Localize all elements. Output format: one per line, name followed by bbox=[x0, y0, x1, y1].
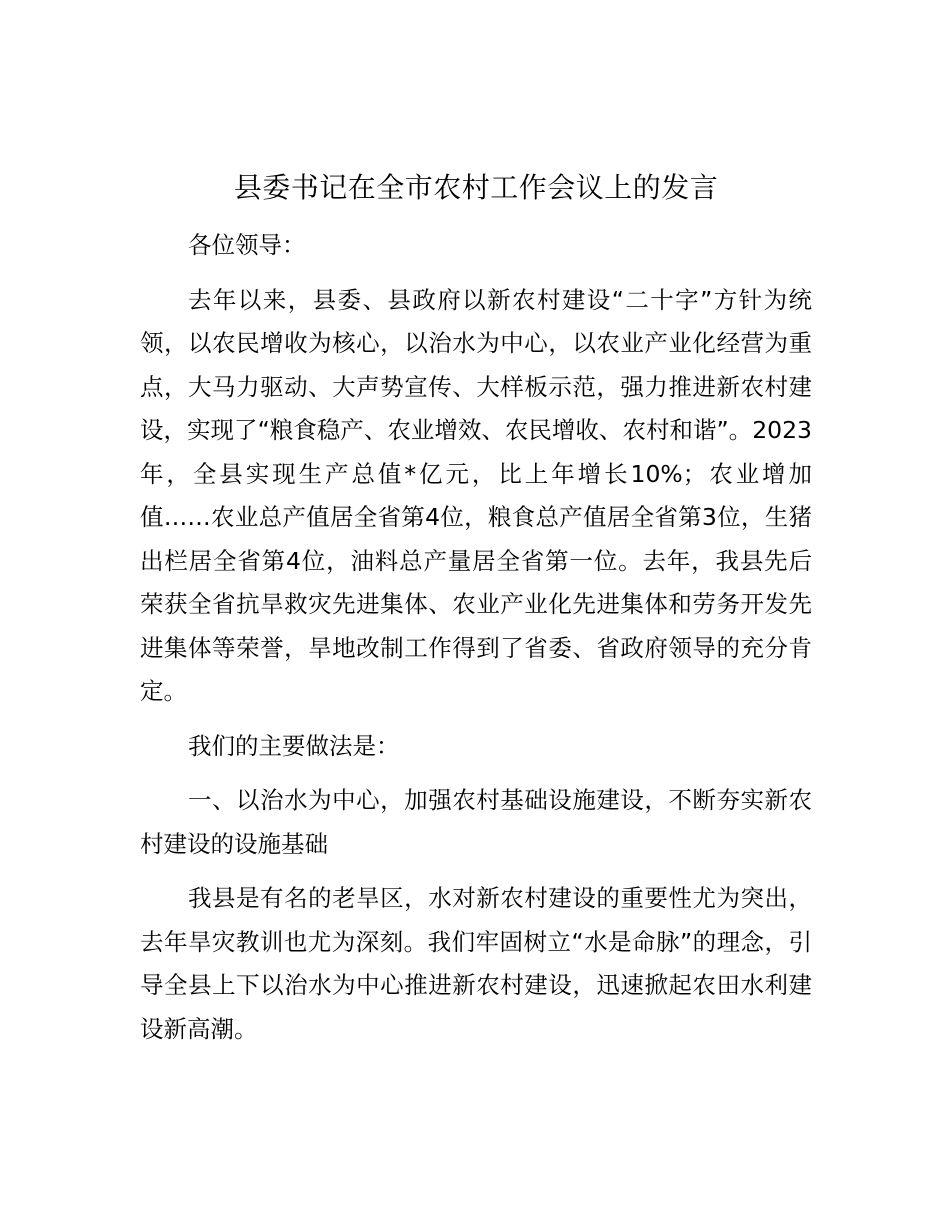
body-paragraph-intro-methods: 我们的主要做法是： bbox=[188, 731, 400, 760]
section-heading-1: 一、以治水为中心，加强农村基础设施建设，不断夯实新农村建设的设施基础 bbox=[140, 786, 812, 858]
body-paragraph-water: 我县是有名的老旱区，水对新农村建设的重要性尤为突出，去年旱灾教训也尤为深刻。我们牢固树立“水是命脉”的理念，引导全县上下以治水为中心推进新农村建设，迅速掀起农田水利建设新高潮。 bbox=[140, 884, 812, 1043]
document-body bbox=[140, 168, 812, 1051]
salutation-paragraph: 各位领导： bbox=[188, 231, 306, 259]
body-paragraph-achievements: 去年以来，县委、县政府以新农村建设“二十字”方针为统领，以农民增收为核心，以治水为中心，以农业产业化经营为重点，大马力驱动、大声势宣传、大样板示范，强力推进新农村建设，实现了“粮食稳产、农业增效、农民增收、农村和谐”。2023年，全县实现生产总值*亿元，比上年增长10%；农业增加值……农业总产值居全省第4位，粮食总产值居全省第3位，生猪出栏居全省第4位，油料总产量居全省第一位。去年，我县先后荣获全省抗旱救灾先进集体、农业产业化先进集体和劳务开发先进集体等荣誉，旱地改制工作得到了省委、省政府领导的充分肯定。 bbox=[140, 285, 812, 705]
document-title: 县委书记在全市农村工作会议上的发言 bbox=[233, 171, 719, 204]
